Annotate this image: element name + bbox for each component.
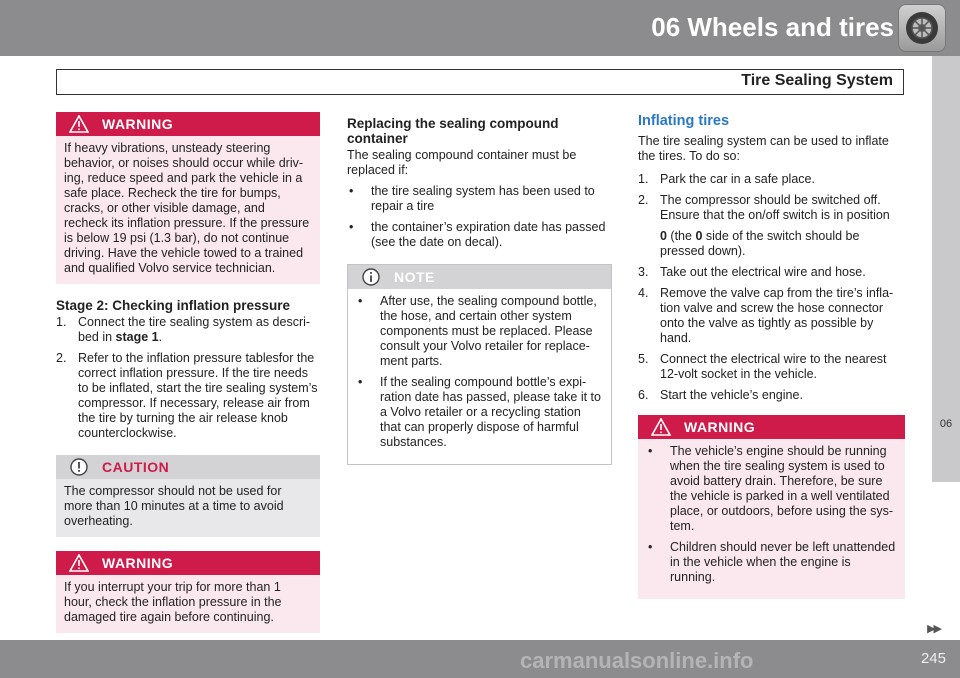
inflating-tires-heading: Inflating tires <box>638 113 730 129</box>
caution-header <box>56 455 320 479</box>
column-3 <box>638 112 905 613</box>
warning-header <box>56 551 320 575</box>
warning-label: WARNING <box>102 554 174 571</box>
warning-header <box>638 415 905 439</box>
warning-body <box>638 439 905 599</box>
list-item <box>638 193 905 259</box>
step-number: 5. <box>638 352 649 366</box>
step-text <box>78 315 320 345</box>
note-box <box>347 264 612 465</box>
list-item <box>646 540 897 585</box>
step-number: 2. <box>638 193 649 207</box>
warning-label: WARNING <box>684 418 756 435</box>
warning-text: If heavy vibrations, unsteady steering behavior, or noises should occur while driv-ing, reduce speed and park the vehicle in a safe place. Recheck the tire for bumps, cracks, or other visible damage, and recheck its inflation pressure. If the pressure is below 19 psi (1.3 bar), do not continue driving. Have the vehicle towed to a trained and qualified Volvo service technician. <box>64 141 310 275</box>
list-item <box>347 220 612 250</box>
caution-label: CAUTION <box>102 458 170 475</box>
list-item <box>638 265 905 280</box>
note-header <box>348 265 611 289</box>
warning-label: WARNING <box>102 115 174 132</box>
inflating-intro: The tire sealing system can be used to inflate the tires. To do so: <box>638 134 889 163</box>
section-title: Tire Sealing System <box>741 72 893 89</box>
step-number: 4. <box>638 286 649 300</box>
bullet-icon: • <box>349 184 354 198</box>
warning-triangle-icon <box>638 418 684 436</box>
exclamation-circle-icon <box>56 458 102 476</box>
warning-text: If you interrupt your trip for more than 1 hour, check the inflation pressure in the damaged tire again before continuing. <box>64 580 282 624</box>
step-number: 3. <box>638 265 649 279</box>
switch-position-bold: 0 <box>660 229 667 243</box>
warning-list <box>646 444 897 585</box>
bullet-text: The vehicle’s engine should be running when the tire sealing system is used to avoid battery drain. Therefore, be sure the vehicle is parked in a well ventilated place, or outdoors, before using the sys-tem. <box>670 444 894 533</box>
step-text <box>660 193 905 259</box>
bullet-text: Children should never be left unattended in the vehicle when the engine is running. <box>670 540 896 584</box>
caution-box <box>56 455 320 537</box>
info-circle-icon <box>348 268 394 286</box>
warning-box <box>638 415 905 599</box>
bullet-icon: • <box>349 220 354 234</box>
bullet-icon: • <box>648 444 653 458</box>
list-item <box>56 315 320 345</box>
inflating-steps <box>638 172 905 403</box>
bullet-icon: • <box>358 375 363 389</box>
step-text: Take out the electrical wire and hose. <box>660 265 866 279</box>
replace-container-heading: Replacing the sealing compound container <box>347 116 559 146</box>
stage2-steps <box>56 315 320 441</box>
replace-container-intro: The sealing compound container must be replaced if: <box>347 148 577 177</box>
list-item <box>646 444 897 534</box>
replace-reasons-list <box>347 184 612 250</box>
column-2 <box>347 112 612 479</box>
step-text: Park the car in a safe place. <box>660 172 815 186</box>
section-title-box <box>56 69 904 95</box>
chapter-side-tab-number: 06 <box>939 418 953 430</box>
step-text: Remove the valve cap from the tire’s infla-tion valve and screw the hose connector onto the valve as tightly as possible by hand. <box>660 286 894 345</box>
step-continuation <box>660 229 905 259</box>
bullet-icon: • <box>358 294 363 308</box>
page-number: 245 <box>920 650 946 667</box>
step-text-mid: (the <box>666 229 696 243</box>
header-bar <box>0 0 960 56</box>
stage2-heading: Stage 2: Checking inflation pressure <box>56 298 291 313</box>
warning-box <box>56 551 320 633</box>
bullet-text: After use, the sealing compound bottle, the hose, and certain other system components must be replaced. Please consult your Volvo retailer for replace-ment parts. <box>380 294 597 368</box>
bullet-text: the container’s expiration date has passed (see the date on decal). <box>371 220 606 249</box>
step-text: Start the vehicle’s engine. <box>660 388 803 402</box>
step-text-main: Connect the tire sealing system as descri-bed in <box>78 315 311 344</box>
note-body <box>348 289 611 464</box>
caution-text: The compressor should not be used for more than 10 minutes at a time to avoid overheating. <box>64 484 284 528</box>
step-text-tail: . <box>158 330 163 344</box>
step-text-tail: side of the switch should be pressed down). <box>660 229 860 258</box>
watermark: carmanualsonline.info <box>520 648 754 673</box>
step-text: Connect the electrical wire to the nearest 12-volt socket in the vehicle. <box>660 352 887 381</box>
wheel-icon <box>898 4 946 52</box>
list-item <box>638 172 905 187</box>
list-item <box>638 388 905 403</box>
step-number: 6. <box>638 388 649 402</box>
chapter-title: 06 Wheels and tires <box>651 12 894 42</box>
list-item <box>638 286 905 346</box>
next-page-arrows-icon: ▶▶ <box>927 623 940 635</box>
list-item <box>356 375 603 450</box>
warning-header <box>56 112 320 136</box>
bullet-icon: • <box>648 540 653 554</box>
list-item <box>56 351 320 441</box>
warning-triangle-icon <box>56 554 102 572</box>
list-item <box>356 294 603 369</box>
note-list <box>356 294 603 450</box>
note-label: NOTE <box>394 268 435 285</box>
switch-position-bold: 0 <box>695 229 703 243</box>
list-item <box>347 184 612 214</box>
list-item <box>638 352 905 382</box>
step-number: 1. <box>638 172 649 186</box>
column-1 <box>56 112 320 647</box>
step-number: 1. <box>56 315 67 329</box>
step-number: 2. <box>56 351 67 365</box>
warning-triangle-icon <box>56 115 102 133</box>
footer-bar <box>0 640 960 678</box>
step-text-bold: stage 1 <box>115 330 159 344</box>
step-text-main: The compressor should be switched off. Ensure that the on/off switch is in position <box>660 193 890 222</box>
warning-box <box>56 112 320 284</box>
step-text: Refer to the inflation pressure tablesfor the correct inflation pressure. If the tire needs to be inflated, start the tire sealing system’s compressor. If necessary, release air from the tire by turning the air release knob counterclockwise. <box>78 351 318 440</box>
bullet-text: If the sealing compound bottle’s expi-ration date has passed, please take it to a Volvo retailer or a recycling station that can properly dispose of harmful substances. <box>380 375 601 449</box>
bullet-text: the tire sealing system has been used to repair a tire <box>371 184 595 213</box>
